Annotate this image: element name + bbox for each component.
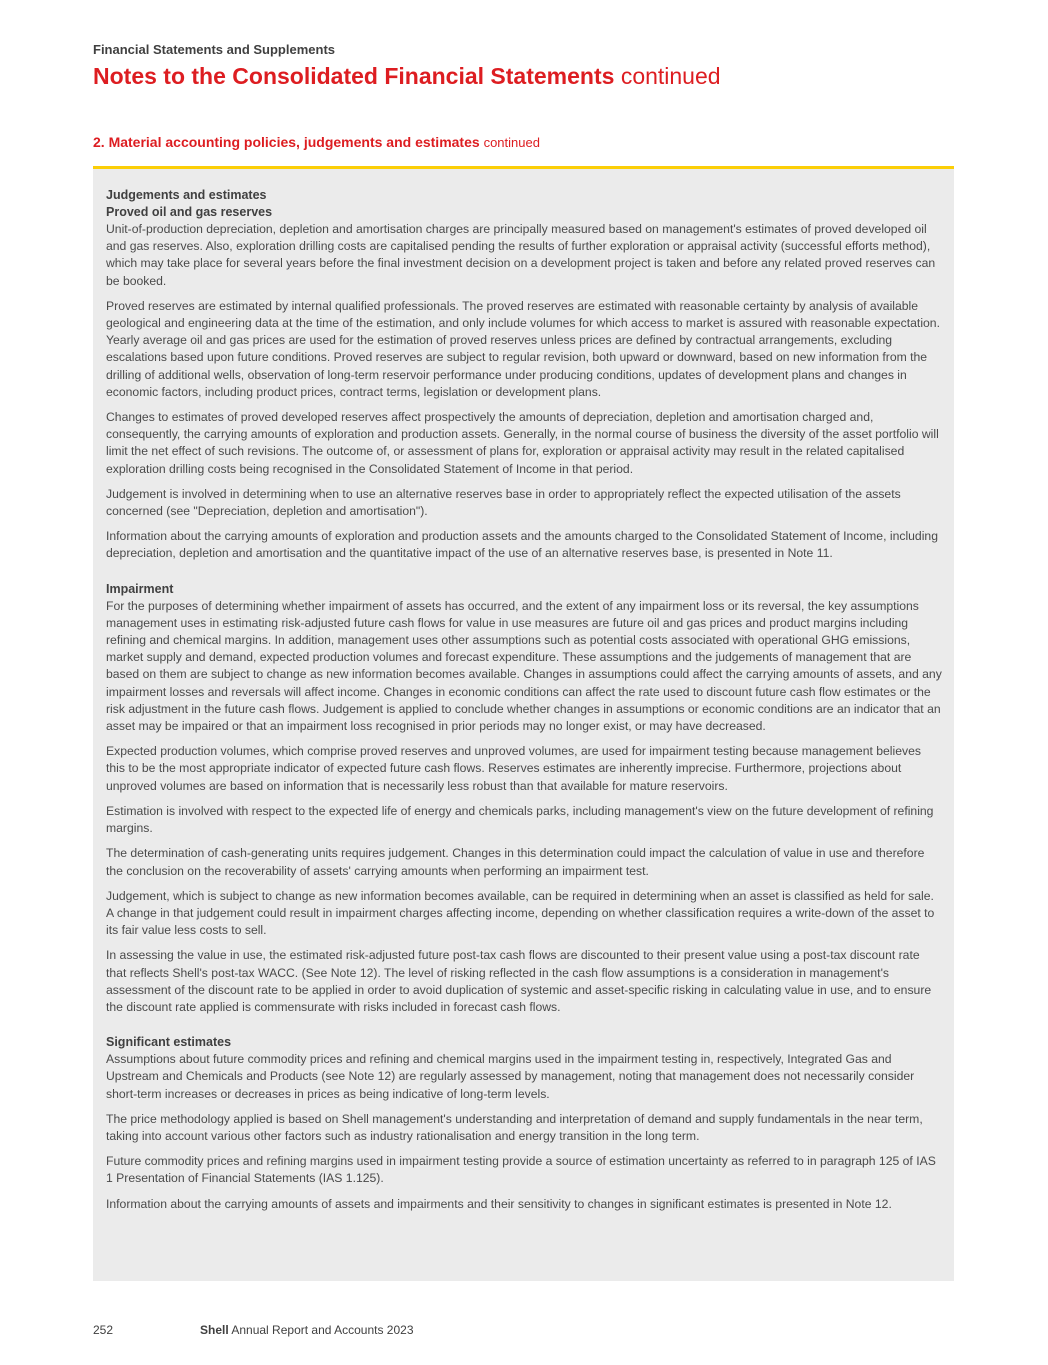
heading-judgements: Judgements and estimates	[106, 188, 267, 202]
impairment-paragraph: Estimation is involved with respect to the expected life of energy and chemicals parks, including management's view on the future development of refining margins.	[106, 803, 934, 836]
reserves-paragraph: Changes to estimates of proved developed reserves affect prospectively the amounts of depreciation, depletion and amortisation charged and, consequently, the carrying amounts of exploration and production assets. Generally, in the normal course of business the diversity of the asset portfolio will limit the net effect of such revisions. The outcome of, or assessment of plans for, exploration or appraisal activity may result in the related capitalised exploration drilling costs being recognised in the Consolidated Statement of Income in that period.	[106, 410, 939, 476]
heading-significant-estimates: Significant estimates	[106, 1035, 232, 1050]
significant-paragraph: The price methodology applied is based on Shell management's understanding and interpretation of demand and supply fundamentals in the near term, taking into account various other factors such as industry rationalisation and energy transition in the long term.	[106, 1111, 923, 1143]
significant-paragraph: Future commodity prices and refining margins used in impairment testing provide a source of estimation uncertainty as referred to in paragraph 125 of IAS 1 Presentation of Financial Statements (IAS 1.125).	[106, 1154, 936, 1186]
section-gap	[106, 571, 942, 581]
impairment-paragraph: For the purposes of determining whether impairment of assets has occurred, and the extent of any impairment loss or its reversal, the key assumptions management uses in estimating risk-adjusted future cash flows for value in use measures are future oil and gas prices and product margins including refining and chemical margins. In addition, management uses other assumptions such as potential costs associated with operational GHG emissions, market supply and demand, expected production volumes and forecast expenditure. These assumptions and the judgements of management that are based on them are subject to change as new information becomes available. Changes in assumptions could affect the carrying amounts of assets, and any impairment losses and reversals will affect income. Changes in economic conditions can affect the rate used to discount future cash flow estimates or the risk adjustment in the future cash flows. Judgement is applied to conclude whether changes in assumptions or economic conditions are an indicator that an asset may be impaired or that an impairment loss recognised in prior periods may no longer exist, or may have decreased.	[106, 598, 942, 734]
impairment-paragraph: The determination of cash-generating units requires judgement. Changes in this determination could impact the calculation of value in use and therefore the conclusion on the recoverability of assets' carrying amounts when performing an impairment test.	[106, 846, 925, 878]
footer-brand: Shell	[200, 1323, 229, 1337]
reserves-paragraph: Information about the carrying amounts of exploration and production assets and the amounts charged to the Consolidated Statement of Income, including depreciation, depletion and amortisation and the quantitative impact of the use of an alternative reserves base, is presented in Note 11.	[106, 529, 938, 561]
heading-proved-reserves: Proved oil and gas reserves	[106, 205, 273, 219]
footer-report-name: Annual Report and Accounts 2023	[231, 1323, 414, 1337]
footer-report	[200, 1323, 414, 1337]
impairment-paragraph: Judgement, which is subject to change as new information becomes available, can be required in determining when an asset is classified as held for sale. A change in that judgement could result in impairment charges affecting income, depending on whether classification requires a write-down of the asset to its fair value less costs to sell.	[106, 888, 935, 938]
estimates-panel	[93, 166, 954, 1281]
note-title	[93, 134, 540, 150]
reserves-paragraph: Proved reserves are estimated by internal qualified professionals. The proved reserves are estimated with reasonable certainty by analysis of available geological and engineering data at the time of the estimation, and only include volumes for which access to market is assured with reasonable expectation. Yearly average oil and gas prices are used for the estimation of proved reserves unless prices are defined by contractual arrangements, excluding escalations based upon future conditions. Proved reserves are subject to regular revision, both upward or downward, based on new information from the drilling of additional wells, observation of long-term reservoir performance under producing conditions, updates of development plans and changes in economic factors, including product prices, contract terms, legislation or development plans.	[106, 298, 940, 399]
section-label: Financial Statements and Supplements	[93, 42, 335, 57]
page-title-main: Notes to the Consolidated Financial Statements	[93, 63, 615, 89]
significant-paragraph: Assumptions about future commodity prices and refining and chemical margins used in the impairment testing in, respectively, Integrated Gas and Upstream and Chemicals and Products (see Note 12) are regularly assessed by management, noting that management does not necessarily consider short-term increases or decreases in prices as being indicative of long-term levels.	[106, 1052, 915, 1101]
heading-impairment: Impairment	[106, 581, 174, 596]
page-number: 252	[93, 1323, 114, 1337]
reserves-paragraph: Judgement is involved in determining when to use an alternative reserves base in order to appropriately reflect the expected utilisation of the assets concerned (see "Depreciation, depletion and amortisation").	[106, 486, 901, 519]
page-title-suffix: continued	[620, 63, 721, 89]
page-title	[93, 63, 721, 90]
note-title-main: 2. Material accounting policies, judgements and estimates	[93, 134, 480, 150]
impairment-paragraph: In assessing the value in use, the estimated risk-adjusted future post-tax cash flows are discounted to their present value using a post-tax discount rate that reflects Shell's post-tax WACC. (See Note 12). The level of risking reflected in the cash flow assumptions is a consideration in management's assessment of the discount rate to be applied in order to avoid duplication of systemic and asset-specific risking in calculating value in use, and to ensure the discount rate applied is commensurate with risks included in forecast cash flows.	[106, 948, 932, 1014]
reserves-paragraph: Unit-of-production depreciation, depletion and amortisation charges are principally measured based on management's estimates of proved developed oil and gas reserves. Also, exploration drilling costs are capitalised pending the results of further exploration or appraisal activity (successful efforts method), which may take place for several years before the final investment decision on a development project is taken and before any related proved reserves can be booked.	[106, 222, 936, 288]
note-title-suffix: continued	[483, 135, 540, 150]
significant-paragraph: Information about the carrying amounts of assets and impairments and their sensitivity to changes in significant estimates is presented in Note 12.	[106, 1196, 892, 1211]
impairment-paragraph: Expected production volumes, which comprise proved reserves and unproved volumes, are used for impairment testing because management believes this to be the most appropriate indicator of expected future cash flows. Reserves estimates are inherently imprecise. Furthermore, projections about unproved volumes are based on information that is necessarily less robust than that available for mature reservoirs.	[106, 744, 921, 793]
section-gap	[106, 1024, 942, 1034]
